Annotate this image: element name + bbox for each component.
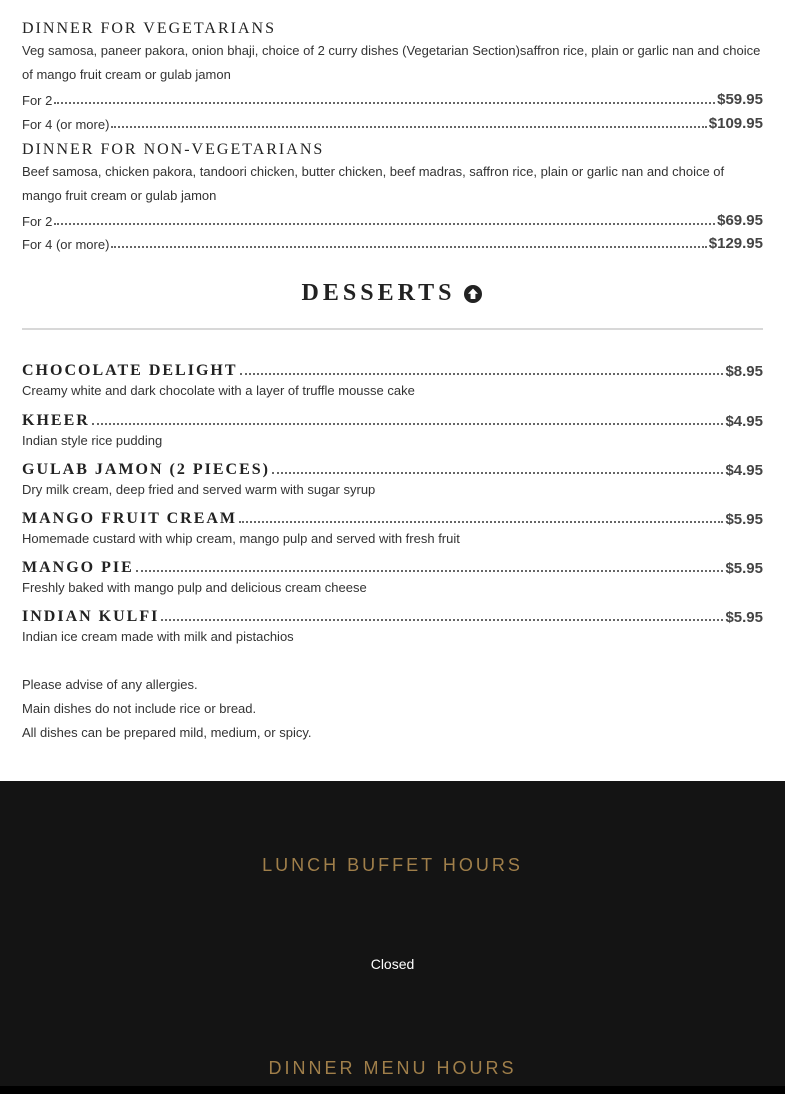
desserts-section-title bbox=[22, 280, 763, 307]
dot-leader bbox=[239, 521, 723, 523]
combo-price-row bbox=[22, 88, 763, 108]
desserts-title: DESSERTS bbox=[301, 280, 456, 306]
dot-leader bbox=[111, 246, 706, 248]
dessert-description: Freshly baked with mango pulp and delicious cream cheese bbox=[22, 580, 367, 595]
section-divider bbox=[22, 328, 763, 330]
dessert-item bbox=[22, 457, 763, 500]
dessert-name: INDIAN KULFI bbox=[22, 608, 160, 625]
combo-option-label: For 2 bbox=[22, 214, 53, 229]
combo-title-vegetarian: DINNER FOR VEGETARIANS bbox=[22, 20, 276, 37]
dot-leader bbox=[272, 472, 723, 474]
dessert-price: $5.95 bbox=[725, 609, 763, 626]
lunch-buffet-hours-value: Closed bbox=[370, 956, 415, 972]
dessert-price: $5.95 bbox=[725, 511, 763, 528]
dessert-item bbox=[22, 555, 763, 598]
dot-leader bbox=[161, 619, 723, 621]
dessert-name: MANGO PIE bbox=[22, 559, 134, 576]
dessert-name: KHEER bbox=[22, 412, 90, 429]
dessert-item bbox=[22, 358, 763, 401]
dessert-price: $4.95 bbox=[725, 462, 763, 479]
arrow-up-circle-icon[interactable] bbox=[463, 284, 483, 304]
dot-leader bbox=[54, 223, 715, 225]
dessert-name: CHOCOLATE DELIGHT bbox=[22, 362, 238, 379]
combo-price-row bbox=[22, 112, 763, 132]
dinner-menu-hours-title: DINNER MENU HOURS bbox=[268, 1058, 517, 1078]
dessert-description: Creamy white and dark chocolate with a layer of truffle mousse cake bbox=[22, 383, 415, 398]
dot-leader bbox=[111, 126, 706, 128]
dessert-price: $4.95 bbox=[725, 413, 763, 430]
combo-option-label: For 4 (or more) bbox=[22, 237, 110, 252]
combo-option-label: For 2 bbox=[22, 93, 53, 108]
dot-leader bbox=[92, 423, 724, 425]
menu-notes bbox=[22, 673, 763, 745]
combo-option-price: $69.95 bbox=[717, 212, 763, 229]
dessert-item bbox=[22, 506, 763, 549]
dot-leader bbox=[136, 570, 724, 572]
combo-option-price: $109.95 bbox=[708, 115, 763, 132]
dessert-name: GULAB JAMON (2 PIECES) bbox=[22, 461, 271, 478]
dessert-item bbox=[22, 408, 763, 451]
dot-leader bbox=[54, 102, 715, 104]
combo-option-price: $59.95 bbox=[717, 91, 763, 108]
dessert-price: $8.95 bbox=[725, 363, 763, 380]
combo-option-price: $129.95 bbox=[708, 235, 763, 252]
dessert-name: MANGO FRUIT CREAM bbox=[22, 510, 238, 527]
combo-title-non-vegetarian: DINNER FOR NON-VEGETARIANS bbox=[22, 141, 325, 158]
dessert-description: Indian style rice pudding bbox=[22, 433, 163, 448]
dessert-description: Dry milk cream, deep fried and served warm with sugar syrup bbox=[22, 482, 376, 497]
footer-bottom-strip bbox=[0, 1086, 785, 1094]
dot-leader bbox=[240, 373, 724, 375]
note-rice-bread: Main dishes do not include rice or bread. bbox=[22, 701, 257, 716]
combo-price-row bbox=[22, 209, 763, 229]
combo-description-non-vegetarian: Beef samosa, chicken pakora, tandoori chicken, butter chicken, beef madras, saffron rice, plain or garlic nan and choice of mango fruit cream or gulab jamon bbox=[22, 164, 725, 203]
dessert-description: Indian ice cream made with milk and pistachios bbox=[22, 629, 294, 644]
dessert-price: $5.95 bbox=[725, 560, 763, 577]
note-allergies: Please advise of any allergies. bbox=[22, 677, 198, 692]
hours-footer bbox=[0, 781, 785, 1086]
combo-price-row bbox=[22, 232, 763, 252]
lunch-buffet-hours-title: LUNCH BUFFET HOURS bbox=[262, 855, 523, 875]
combo-description-vegetarian: Veg samosa, paneer pakora, onion bhaji, choice of 2 curry dishes (Vegetarian Section)saffron rice, plain or garlic nan and choice of mango fruit cream or gulab jamon bbox=[22, 43, 761, 82]
combo-option-label: For 4 (or more) bbox=[22, 117, 110, 132]
note-spice-level: All dishes can be prepared mild, medium, or spicy. bbox=[22, 725, 312, 740]
dessert-description: Homemade custard with whip cream, mango pulp and served with fresh fruit bbox=[22, 531, 460, 546]
dessert-item bbox=[22, 604, 763, 647]
